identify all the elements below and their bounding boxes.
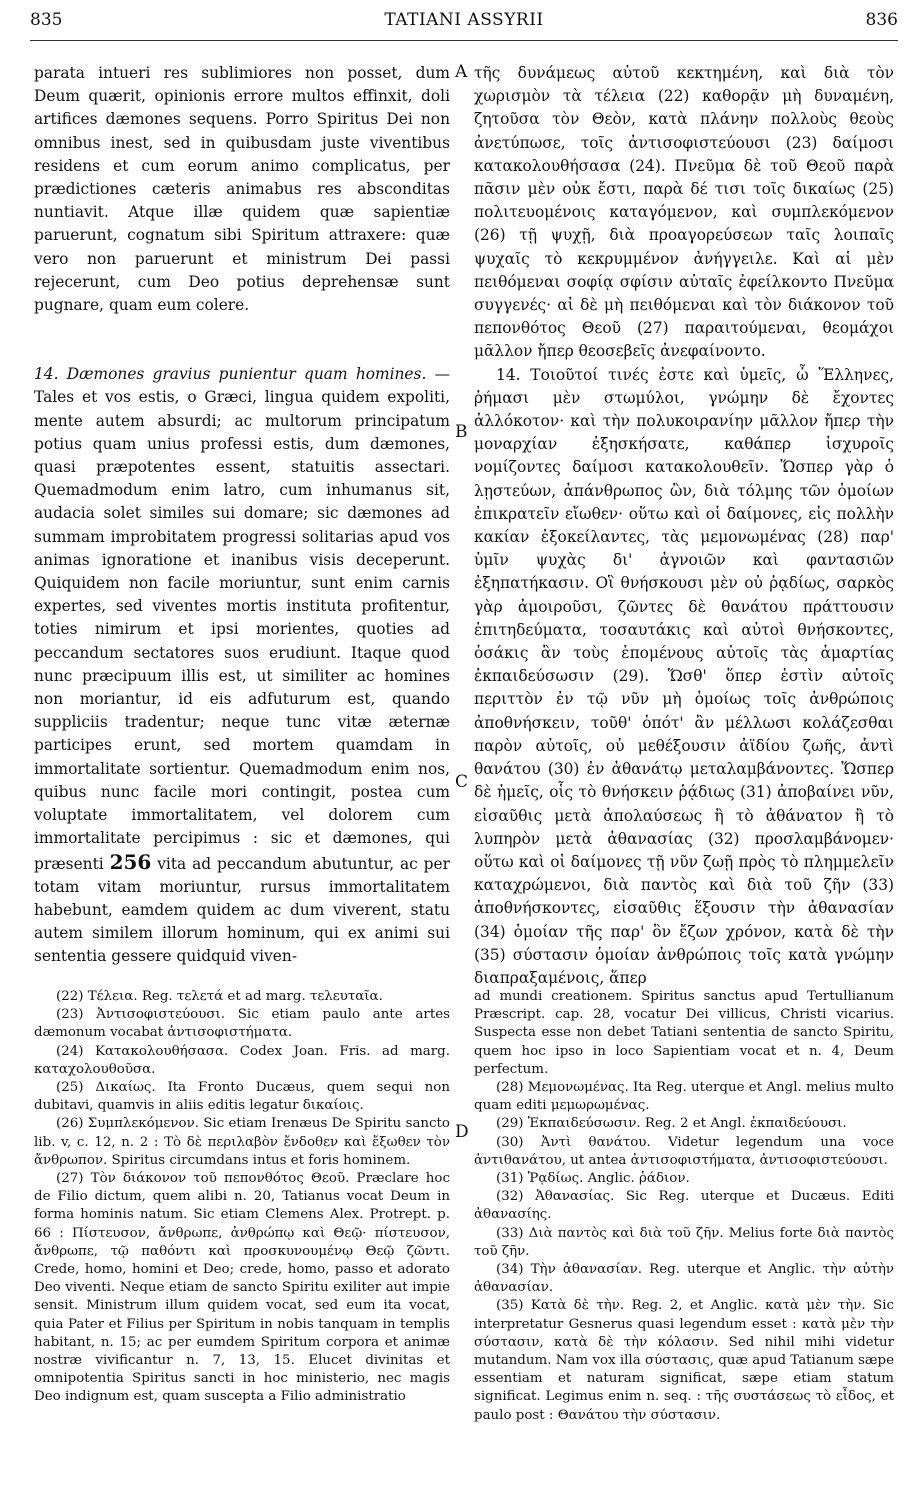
page-number-left: 835 bbox=[30, 10, 63, 30]
footnote: (35) Κατὰ δὲ τὴν. Reg. 2, et Anglic. κατὰ μὲν τὴν. Sic interpretatur Gesnerus quasi legendum esset : κατὰ μὲν τὴν σύστασιν, κατὰ δὲ τὴν κόλασιν. Sed nihil mihi videtur mutandum. Nam vox illa σύστασις, quæ apud Tatianum sæpe essentiam et naturam significat, sæpe etiam statum significat. Legimus enim n. seq. : τῆς συστάσεως τὸ εἶδος, et paulo post : Θανάτου τὴν σύστασιν. bbox=[474, 1298, 894, 1423]
footnotes-left bbox=[34, 988, 450, 1407]
header-rule bbox=[30, 40, 898, 41]
footnote: (31) Ῥᾳδίως. Anglic. ῥάδιον. bbox=[496, 1171, 690, 1187]
running-header bbox=[30, 10, 898, 36]
page-number-right: 836 bbox=[865, 10, 898, 30]
footnote: (27) Τὸν διάκονον τοῦ πεπονθότος Θεοῦ. Præclare hoc de Filio dictum, quem alibi n. 20, Tatianus vocat Deum in forma hominis natum. Sic etiam Clemens Alex. Protrept. p. 66 : Πίστευσον, ἄνθρωπε, ἀνθρώπῳ καὶ Θεῷ· πίστευσον, ἄνθρωπε, τῷ παθόντι καὶ προσκυνουμένῳ Θεῷ ζῶντι. Crede, homo, homini et Deo; crede, homo, passo et adorato Deo viventi. Neque etiam de sancto Spiritu exiliter aut impie sensit. Ministrum illum quidem vocat, sed eum ita vocat, quia Pater et Filius per Spiritum in nobis tanquam in templis habitant, n. 15; ac per eumdem Spiritum corpora et animæ nostræ vivificantur n. 7, 13, 15. Elucet divinitas et omnipotentia Spiritus sancti in hoc ministerio, nec magis Deo indignum est, quam suscepta a Filio administratio bbox=[34, 1171, 450, 1405]
greek-paragraph-1: τῆς δυνάμεως αὐτοῦ κεκτημένη, καὶ διὰ τὸν χωρισμὸν τὰ τέλεια (22) καθορᾷν μὴ δυναμένη, ζητοῦσα τὸν Θεὸν, κατὰ πλάνην πολλοὺς θεοὺς ἀνετύπωσε, τοῖς ἀντισοφιστεύουσι (23) δαίμοσι κατακολουθήσασα (24). Πνεῦμα δὲ τοῦ Θεοῦ παρὰ πᾶσιν μὲν οὐκ ἔστι, παρὰ δέ τισι τοῖς δικαίως (25) πολιτευομένοις καταγόμενον, καὶ συμπλεκόμενον (26) τῇ ψυχῇ, διὰ προαγορεύσεων ταῖς λοιπαῖς ψυχαῖς τὸ κεκρυμμένον ἀνήγγειλε. Καὶ αἱ μὲν πειθόμεναι σοφίᾳ σφίσιν αὐταῖς ἐφείλκοντο Πνεῦμα συγγενές· αἱ δὲ μὴ πειθόμεναι καὶ τὸν διάκονον τοῦ πεπονθότος Θεοῦ (27) παραιτούμεναι, θεομάχοι μᾶλλον ἤπερ θεοσεβεῖς ἀνεφαίνοντο. bbox=[474, 64, 894, 361]
margin-mark-a: A bbox=[455, 62, 468, 82]
footnote: (34) Τὴν ἀθανασίαν. Reg. uterque et Anglic. τὴν αὐτὴν ἀθανασίαν. bbox=[474, 1262, 894, 1296]
latin-column bbox=[34, 62, 450, 969]
margin-mark-d: D bbox=[455, 1122, 469, 1142]
section-heading: 14. Dæmones gravius punientur quam homines. — bbox=[34, 365, 450, 384]
footnotes-right bbox=[474, 988, 894, 1425]
greek-column bbox=[474, 62, 894, 990]
margin-mark-c: C bbox=[455, 772, 469, 792]
running-title: TATIANI ASSYRII bbox=[384, 10, 544, 30]
margin-mark-b: B bbox=[455, 422, 468, 442]
footnote: (32) Ἀθανασίας. Sic Reg. uterque et Ducæus. Editi ἀθανασίης. bbox=[474, 1189, 894, 1223]
latin-paragraph-1: parata intueri res sublimiores non posset, dum Deum quærit, opinionis errore multos effinxit, doli artifices dæmones sequens. Porro Spiritus Dei non omnibus inest, sed in quibusdam juste viventibus residens et cum eorum animo complicatus, per prædictiones cæteris animabus res absconditas nuntiavit. Atque illæ quidem quæ sapientiæ paruerunt, cognatum sibi Spiritum attraxere: quæ vero non paruerunt et ministrum Dei passi rejecerunt, cum Deo potius deprehensæ sunt pugnare, quam eum colere. bbox=[34, 64, 450, 315]
greek-paragraph-2: 14. Τοιοῦτοί τινές ἐστε καὶ ὑμεῖς, ὦ Ἕλληνες, ῥήμασι μὲν στωμύλοι, γνώμην δὲ ἔχοντες ἀλλόκοτον· καὶ τὴν πολυκοιρανίην μᾶλλον ἤπερ τὴν μοναρχίαν ἐξησκήσατε, καθάπερ ἰσχυροῖς νομίζοντες δαίμοσι κατακολουθεῖν. Ὥσπερ γὰρ ὁ λῃστεύων, ἀπάνθρωπος ὢν, διὰ τόλμης τῶν ὁμοίων ἐπικρατεῖν εἴωθεν· οὕτω καὶ οἱ δαίμονες, εἰς πολλὴν κακίαν ἐξοκείλαντες, τὰς μεμονωμένας (28) παρ' ὑμῖν ψυχὰς δι' ἀγνοιῶν καὶ φαντασιῶν ἐξηπατήκασιν. Οἳ θνήσκουσι μὲν οὐ ῥᾳδίως, σαρκὸς γὰρ ἀμοιροῦσι, ζῶντες δὲ θανάτου πράττουσιν ἐπιτηδεύματα, τοσαυτάκις καὶ αὐτοὶ θνήσκοντες, ὁσάκις ἂν τοὺς ἑπομένους αὐτοῖς τὰς ἁμαρτίας ἐκπαιδεύσωσιν (29). Ὥσθ' ὅπερ ἐστὶν αὐτοῖς περιττὸν ἐν τῷ νῦν μὴ ὁμοίως τοῖς ἀνθρώποις ἀποθνήσκειν, τοῦθ' ὁπότ' ἂν μέλλωσι κολάζεσθαι παρὸν αὐτοῖς, οὐ μεθέξουσιν ἀϊδίου ζωῆς, ἀντὶ θανάτου (30) ἐν ἀθανάτῳ μεταλαμβάνοντες. Ὥσπερ δὲ ἡμεῖς, οἷς τὸ θνήσκειν ῥᾴδιως (31) ἀποβαίνει νῦν, εἰσαῦθις μετὰ ἀπολαύσεως ἢ τὸ ἀθάνατον ἢ τὸ λυπηρὸν μετὰ ἀθανασίας (32) προσλαμβάνομεν· οὕτω καὶ οἱ δαίμονες τῇ νῦν ζωῇ πρὸς τὸ πλημμελεῖν καταχρώμενοι, διὰ παντὸς καὶ διὰ τοῦ ζῆν (33) ἀποθνήσκοντες, εἰσαῦθις ἕξουσιν τὴν ἀθανασίαν (34) ὁμοίαν τῆς παρ' ὃν ἔζων χρόνον, κατὰ δὲ τὴν (35) σύστασιν ὁμοίαν ἀνθρώποις τοῖς κατὰ γνώμην διαπραξαμένοις, ἅπερ bbox=[474, 365, 894, 987]
footnote: ad mundi creationem. Spiritus sanctus apud Tertullianum Præscript. cap. 28, vocatur Dei villicus, Christi vicarius. Suspecta esse non debet Tatiani sententia de sancto Spiritu, quem hoc ipso in loco Sapientiam vocat et n. 4, Deum perfectum. bbox=[474, 989, 894, 1077]
latin-paragraph-2b: vita ad peccandum abutuntur, ac per totam vitam moriuntur, rursus immortalitatem habebunt, eamdem quidem ac dum viverent, statu autem similem illorum hominum, qui ex animi sui sententia gessere quidquid viven- bbox=[34, 854, 450, 966]
latin-paragraph-2 bbox=[34, 363, 450, 968]
footnote: (29) Ἐκπαιδεύσωσιν. Reg. 2 et Angl. ἐκπαιδεύουσι. bbox=[496, 1116, 847, 1132]
footnote: (26) Συμπλεκόμενον. Sic etiam Irenæus De Spiritu sancto lib. v, c. 12, n. 2 : Τὸ δὲ περιλαβὸν ἔνδοθεν καὶ ἔξωθεν τὸν ἄνθρωπον. Spiritus circumdans intus et foris hominem. bbox=[34, 1116, 450, 1168]
footnote: (22) Τέλεια. Reg. τελετά et ad marg. τελευταῖα. bbox=[56, 989, 383, 1004]
footnote: (24) Κατακολουθήσασα. Codex Joan. Fris. ad marg. καταχολουθοῦσα. bbox=[34, 1043, 450, 1077]
column-number: 256 bbox=[109, 849, 152, 874]
footnote: (23) Ἀντισοφιστεύουσι. Sic etiam paulo ante artes dæmonum vocabat ἀντισοφιστήματα. bbox=[34, 1007, 450, 1041]
footnote: (30) Ἀντὶ θανάτου. Videtur legendum una voce ἀντιθανάτου, ut antea ἀντισοφιστήματα, ἀντισοφιστεύουσι. bbox=[474, 1134, 894, 1168]
footnote: (28) Μεμονωμένας. Ita Reg. uterque et Angl. melius multo quam editi μεμωρωμένας. bbox=[474, 1080, 894, 1114]
footnote: (33) Διὰ παντὸς καὶ διὰ τοῦ ζῆν. Melius forte διὰ παντὸς τοῦ ζῆν. bbox=[474, 1225, 894, 1259]
latin-paragraph-2a: Tales et vos estis, o Græci, lingua quidem expoliti, mente autem absurdi; ac multorum principatum potius quam unius professi estis, dum dæmones, quasi præpotentes essent, statuitis assectari. Quemadmodum enim latro, cum inhumanus sit, audacia solet similes sui domare; sic dæmones ad summam improbitatem progressi solitarias apud vos animas ignoratione et inanibus visis deceperunt. Quiquidem non facile moriuntur, sunt enim carnis expertes, sed viventes mortis instituta profitentur, toties nimirum et ipsi morientes, quoties ad peccandum sectatores suos erudiunt. Itaque quod nunc præcipuum illis est, ut similiter ac homines non moriantur, id eis adfuturum est, quando suppliciis tradentur; neque tunc vitæ æternæ participes erunt, sed mortem quamdam in immortalitate sortientur. Quemadmodum enim nos, quibus nunc facile mori contingit, postea cum voluptate immortalitatem, vel dolorem cum immortalitate percipimus : sic et dæmones, qui præsenti bbox=[34, 388, 450, 873]
footnote: (25) Δικαίως. Ita Fronto Ducæus, quem sequi non dubitavi, quamvis in aliis editis legatur δικαίοις. bbox=[34, 1080, 450, 1114]
